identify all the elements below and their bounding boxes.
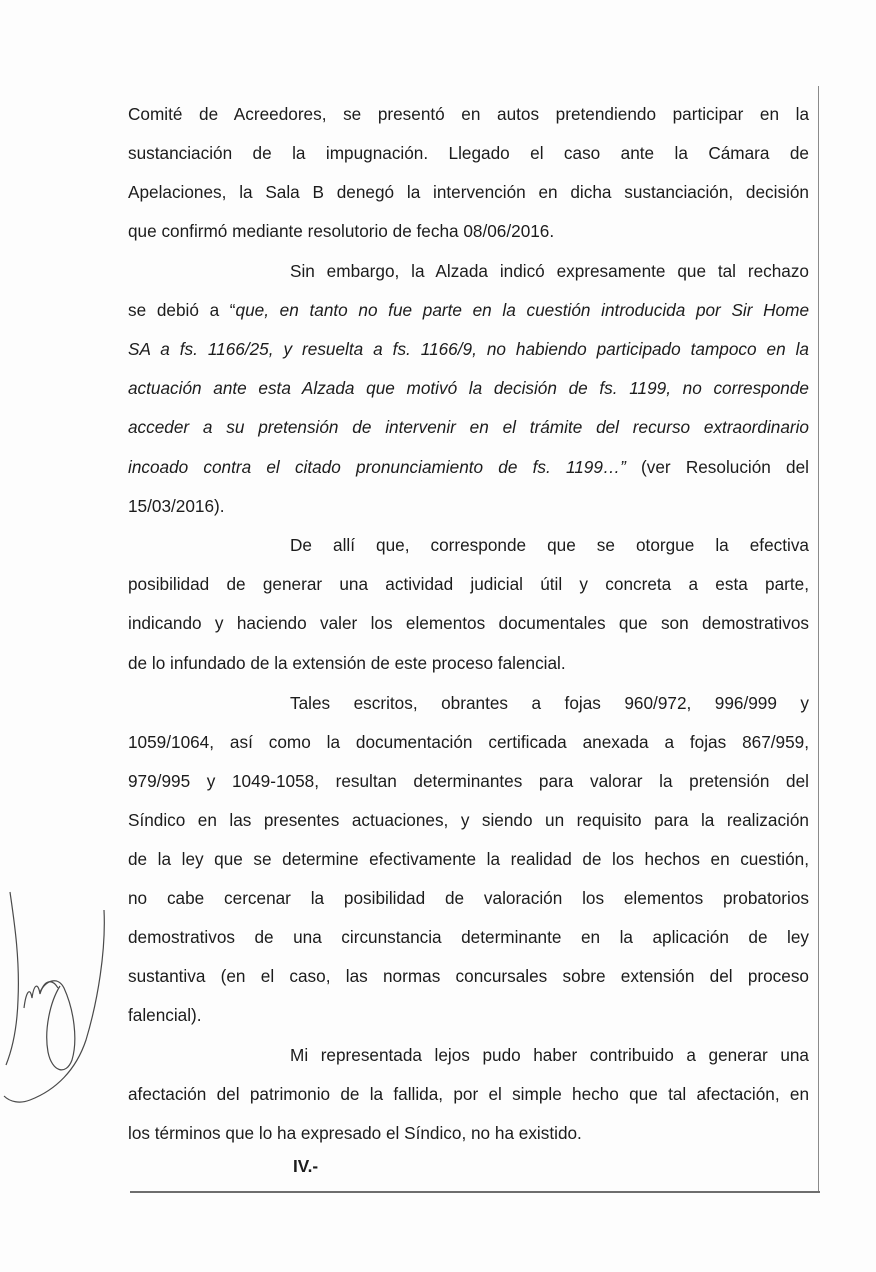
- text-segment: Síndico en las presentes actuaciones, y siendo un requisito para la realización: [128, 810, 809, 830]
- text-line: [128, 770, 809, 792]
- text-line: [128, 848, 809, 870]
- text-segment: los términos que lo ha expresado el Síndico, no ha existido.: [128, 1123, 582, 1143]
- text-line: [128, 181, 809, 203]
- quoted-text: que, en tanto no fue parte en la cuestión introducida por Sir Home: [235, 300, 809, 320]
- quoted-text: incoado contra el citado pronunciamiento de fs. 1199…”: [128, 457, 626, 477]
- quoted-text: acceder a su pretensión de intervenir en el trámite del recurso extraordinario: [128, 417, 809, 437]
- text-segment: Comité de Acreedores, se presentó en autos pretendiendo participar en la: [128, 104, 809, 124]
- text-line: [290, 260, 809, 282]
- quoted-text: actuación ante esta Alzada que motivó la decisión de fs. 1199, no corresponde: [128, 378, 809, 398]
- text-segment: sustantiva (en el caso, las normas concursales sobre extensión del proceso: [128, 966, 809, 986]
- text-line: [128, 887, 809, 909]
- text-line: [128, 573, 809, 595]
- text-line: [128, 731, 809, 753]
- text-line: [128, 456, 809, 478]
- text-segment: 1059/1064, así como la documentación certificada anexada a fojas 867/959,: [128, 732, 809, 752]
- text-segment: Tales escritos, obrantes a fojas 960/972, 996/999 y: [290, 693, 809, 713]
- text-segment: que confirmó mediante resolutorio de fecha 08/06/2016.: [128, 221, 555, 241]
- text-line: [128, 1004, 809, 1026]
- text-line: [128, 495, 809, 517]
- text-segment: (ver Resolución del: [625, 457, 809, 477]
- text-line: [128, 220, 809, 242]
- text-line: [128, 965, 809, 987]
- text-segment: indicando y haciendo valer los elementos documentales que son demostrativos: [128, 613, 809, 633]
- text-segment: de lo infundado de la extensión de este proceso falencial.: [128, 653, 566, 673]
- text-line: [128, 299, 809, 321]
- text-line: [290, 692, 809, 714]
- text-segment: Sin embargo, la Alzada indicó expresamente que tal rechazo: [290, 261, 809, 281]
- text-segment: se debió a “: [128, 300, 236, 320]
- text-segment: Apelaciones, la Sala B denegó la intervención en dicha sustanciación, decisión: [128, 182, 809, 202]
- section-heading: IV.-: [293, 1156, 319, 1176]
- text-line: [128, 652, 809, 674]
- text-line: [128, 809, 809, 831]
- text-line: [128, 612, 809, 634]
- text-line: [128, 1083, 809, 1105]
- text-segment: De allí que, corresponde que se otorgue la efectiva: [290, 535, 809, 555]
- text-line: [128, 103, 809, 125]
- text-segment: 979/995 y 1049-1058, resultan determinantes para valorar la pretensión del: [128, 771, 809, 791]
- text-segment: demostrativos de una circunstancia determinante en la aplicación de ley: [128, 927, 809, 947]
- text-segment: no cabe cercenar la posibilidad de valoración los elementos probatorios: [128, 888, 809, 908]
- text-line: [290, 1044, 809, 1066]
- text-segment: de la ley que se determine efectivamente la realidad de los hechos en cuestión,: [128, 849, 809, 869]
- text-line: [128, 142, 809, 164]
- text-line: [290, 534, 809, 556]
- text-segment: posibilidad de generar una actividad judicial útil y concreta a esta parte,: [128, 574, 809, 594]
- quoted-text: SA a fs. 1166/25, y resuelta a fs. 1166/9, no habiendo participado tampoco en la: [128, 339, 809, 359]
- text-line: [128, 416, 809, 438]
- text-segment: falencial).: [128, 1005, 202, 1025]
- text-segment: sustanciación de la impugnación. Llegado el caso ante la Cámara de: [128, 143, 809, 163]
- text-line: [128, 338, 809, 360]
- text-segment: 15/03/2016).: [128, 496, 225, 516]
- text-segment: afectación del patrimonio de la fallida, por el simple hecho que tal afectación, en: [128, 1084, 809, 1104]
- text-line: [128, 926, 809, 948]
- margin-rule-bottom: [130, 1191, 820, 1193]
- text-segment: Mi representada lejos pudo haber contribuido a generar una: [290, 1045, 809, 1065]
- text-line: [128, 1122, 809, 1144]
- text-line: [128, 377, 809, 399]
- margin-rule-right: [818, 86, 819, 1192]
- handwritten-signature: [0, 880, 120, 1110]
